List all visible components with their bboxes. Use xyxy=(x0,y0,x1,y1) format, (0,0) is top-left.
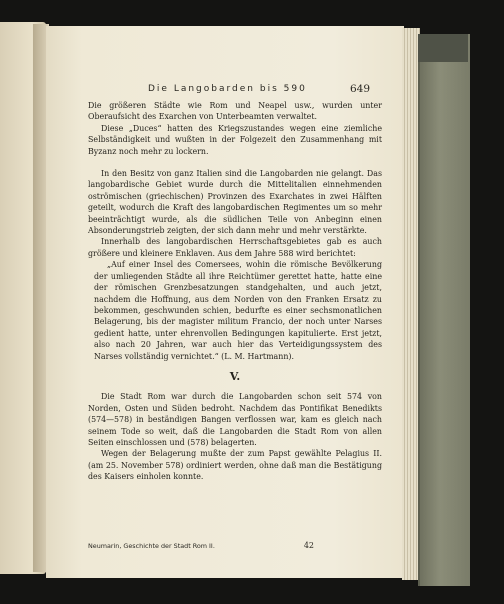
book-cover xyxy=(418,34,470,586)
block-quote: „Auf einer Insel des Comersees, wohin die römische Bevölkerung der umliegenden Städte all ihre Reichtümer gerettet hatte, hatte eine der römischen Grenzbesatzungen standgehalten, und auch jetzt, nachdem die Hoffnung, aus dem Norden von den Franken Ersatz zu bekommen, geschwunden schien, bedurfte es einer sechsmonatlichen Belagerung, bis der magister militum Francio, der noch unter Narses gedient hatte, unter ehrenvollen Bedingungen kapitulierte. Erst jetzt, also nach 20 Jahren, war auch hier das Verteidigungssystem des Narses vollständig vernichtet.“ (L. M. Hartmann). xyxy=(94,260,382,361)
book-cover-shadow xyxy=(418,34,468,62)
page-footer xyxy=(88,542,314,554)
body-text xyxy=(88,100,382,483)
paragraph: Innerhalb des langobardischen Herrschaftsgebietes gab es auch größere und kleinere Enklaven. Aus dem Jahre 588 wird berichtet: xyxy=(88,237,382,258)
signature-mark: 42 xyxy=(303,541,314,550)
paragraph: Die Stadt Rom war durch die Langobarden schon seit 574 von Norden, Osten und Süden bedroht. Nachdem das Pontifikat Benedikts (574—578) in beständigen Bangen verflossen war, kam es gleich nach seinem Tode so weit, daß die Langobarden die Stadt Rom von allen Seiten einschlossen und (578) belagerten. xyxy=(88,392,382,447)
paragraph: In den Besitz von ganz Italien sind die Langobarden nie gelangt. Das langobardische Gebiet wurde durch die Mittelitalien einnehmenden oströmischen (griechischen) Provinzen des Exarchates in zwei Hälften geteilt, wodurch die Kraft des langobardischen Regimentes um so mehr beeinträchtigt wurde, als die südlichen Teile von Anbeginn einen Absonderungstrieb zeigten, der sich dann mehr und mehr verstärkte. xyxy=(88,169,382,236)
section-heading: V. xyxy=(229,369,241,383)
page-number: 649 xyxy=(349,83,370,95)
paragraph: Diese „Duces“ hatten des Kriegszustandes wegen eine ziemliche Selbständigkeit und wußten in der Folgezeit den Zusammenhang mit Byzanz noch mehr zu lockern. xyxy=(88,123,382,156)
footer-title: Neumarin, Geschichte der Stadt Rom II. xyxy=(88,542,215,550)
running-head-title: Die Langobarden bis 590 xyxy=(148,84,307,94)
paragraph: Die größeren Städte wie Rom und Neapel usw., wurden unter Oberaufsicht des Exarchen von Unterbeamten verwaltet. xyxy=(88,101,382,122)
running-head xyxy=(90,84,370,100)
paragraph: Wegen der Belagerung mußte der zum Papst gewählte Pelagius II. (am 25. November 578) ordiniert werden, ohne daß man die Bestätigung des Kaisers einholen konnte. xyxy=(88,449,382,482)
